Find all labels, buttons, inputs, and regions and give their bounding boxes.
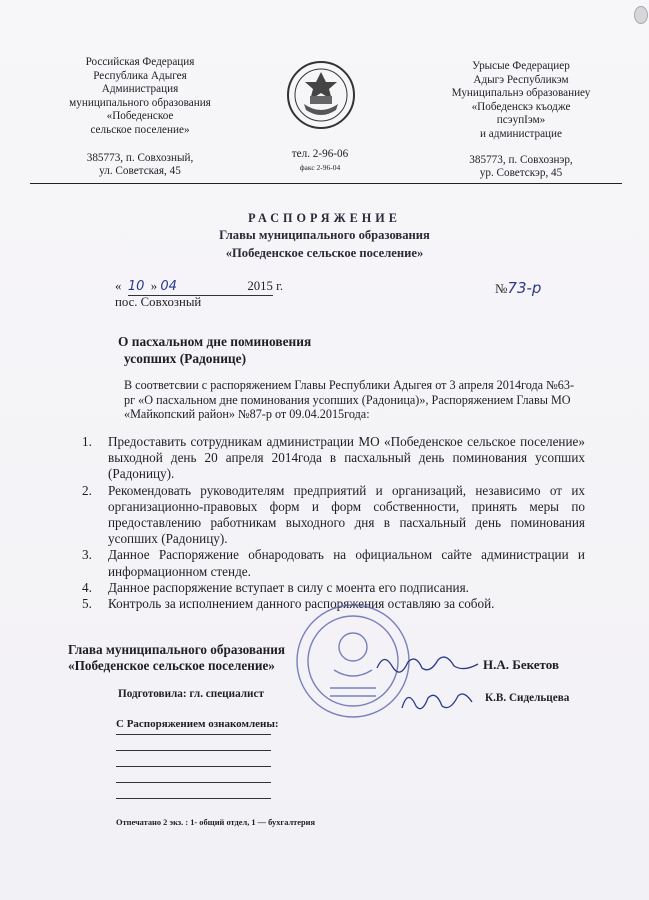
header-left-line: Администрация bbox=[101, 83, 179, 96]
header-right-line: Урысые Федерациер bbox=[472, 60, 570, 72]
header-right-address: 385773, п. Совхознэр, ур. Советскэр, 45 bbox=[469, 153, 573, 180]
date-month: 04 bbox=[160, 279, 177, 294]
prepared-by-label: Подготовила: гл. специалист bbox=[118, 688, 264, 700]
header-left-line: «Победенское bbox=[106, 110, 174, 123]
document-title-line2: Главы муниципального образования bbox=[219, 228, 430, 242]
order-item: 1. Предоставить сотрудникам администрации МО «Победенское сельское поселение» выходной день 20 апреля 2014года в пасхальный день поминования усопших (Радоницу). bbox=[82, 434, 585, 482]
head-signature bbox=[372, 648, 482, 678]
signature-line bbox=[116, 782, 271, 783]
header-left-address: 385773, п. Совхозный, ул. Советская, 45 bbox=[86, 151, 194, 178]
document-subject: О пасхальном дне поминовения усопших (Радонице) bbox=[118, 334, 312, 366]
header-left-line: Российская Федерация bbox=[85, 56, 195, 68]
header-right-line: Муниципальнэ образованиеу bbox=[451, 87, 591, 100]
preparer-signature bbox=[398, 686, 476, 716]
header-right-line: и администрацие bbox=[480, 127, 562, 140]
date-year: 2015 г. bbox=[247, 279, 284, 293]
signatory-name: Н.А. Бекетов bbox=[483, 657, 559, 672]
signature-line bbox=[116, 798, 271, 799]
contact-phone bbox=[260, 148, 380, 174]
header-left-line: сельское поселение» bbox=[90, 123, 190, 136]
coat-of-arms-emblem bbox=[286, 60, 356, 130]
header-right-line: Адыгэ Республикэм bbox=[473, 73, 569, 86]
header-left bbox=[40, 56, 240, 179]
header-left-line: муниципального образования bbox=[69, 96, 211, 109]
number-value: 73-р bbox=[507, 279, 542, 297]
signature-line bbox=[116, 750, 271, 751]
signatory-position: Глава муниципального образования «Победенское сельское поселение» bbox=[68, 642, 285, 673]
signature-line bbox=[116, 734, 271, 735]
document-date: « 10 » 04 2015 г. bbox=[115, 279, 284, 294]
print-footer: Отпечатано 2 экз. : 1- общий отдел, 1 — бухгалтерия bbox=[116, 818, 315, 827]
order-item: 5. Контроль за исполнением данного распоряжения оставляю за собой. bbox=[82, 596, 495, 612]
header-left-line: Республика Адыгея bbox=[93, 69, 187, 82]
preamble-text: В соответсвии с распоряжением Главы Республики Адыгея от 3 апреля 2014года №63-рг «О пасхальном дне поминования усопших (Радоница)», Распоряжением Главы МО «Майкопский район» №87-р от 09.04.2015года: bbox=[124, 378, 575, 422]
punch-hole bbox=[634, 6, 648, 24]
order-items bbox=[80, 434, 585, 612]
order-item: 4. Данное распоряжение вступает в силу с моента его подписания. bbox=[82, 579, 469, 595]
order-item: 3. Данное Распоряжение обнародовать на официальном сайте администрации и информационном стенде. bbox=[82, 547, 585, 579]
header-right-line: «Победенскэ къодже bbox=[471, 100, 571, 113]
acknowledged-label: С Распоряжением ознакомлены: bbox=[116, 718, 279, 730]
header-right-line: псэупІэм» bbox=[496, 114, 546, 127]
document-type: РАСПОРЯЖЕНИЕ bbox=[248, 211, 401, 225]
header-divider bbox=[30, 183, 622, 184]
fax-number: факс 2-96-04 bbox=[299, 163, 341, 172]
document-title-line3: «Победенское сельское поселение» bbox=[225, 246, 424, 260]
document-place: пос. Совхозный bbox=[115, 295, 202, 309]
header-right bbox=[416, 60, 626, 181]
preparer-name: К.В. Сидельцева bbox=[485, 692, 570, 704]
signature-line bbox=[116, 766, 271, 767]
document-number: №73-р bbox=[495, 279, 542, 297]
order-item: 2. Рекомендовать руководителям предприятий и организаций, независимо от их организационно-правовых форм и форм собственности, принять меры по предоставлению работникам выходного дня в пасхальный день поминования усопших (Радоницу). bbox=[82, 482, 585, 547]
date-day: 10 bbox=[127, 279, 145, 294]
acknowledgement-lines bbox=[116, 734, 271, 814]
phone-number: тел. 2-96-06 bbox=[291, 148, 349, 160]
